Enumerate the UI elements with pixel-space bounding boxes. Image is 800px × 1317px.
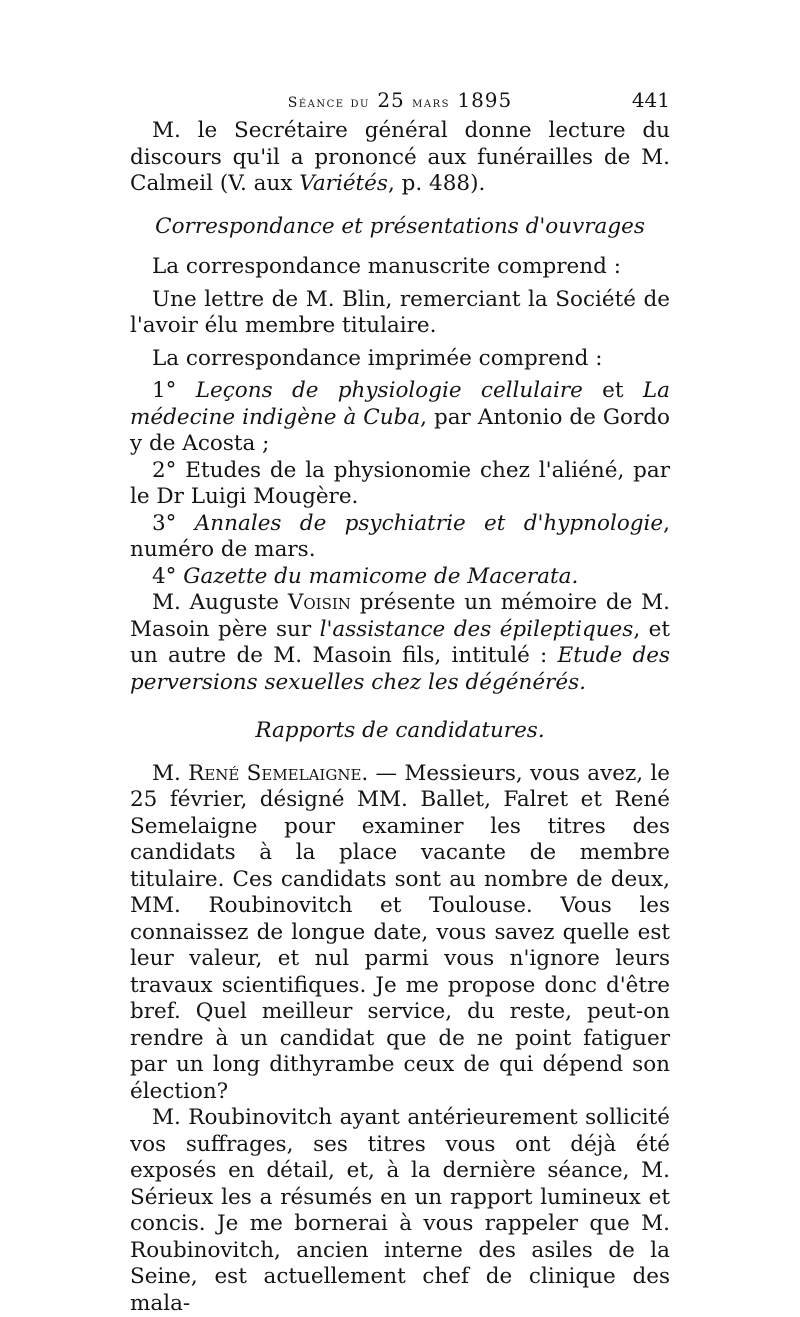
section-heading-candidatures: Rapports de candidatures. [255, 718, 545, 743]
text-run: . — Messieurs, vous avez, le 25 février, désigné MM. Ballet, Falret et René Semelaigne pour examiner les titres des candidats à la place vacante de membre titulaire. Ces candidats sont au nombre de deux, MM. Roubinovitch et Toulouse. Vous les connaissez de longue date, vous savez quelle est leur valeur, et nul parmi vous n'ignore leurs travaux scientifiques. Je me propose donc d'être bref. Quel meilleur service, du reste, peut-on rendre à un candidat que de ne point fatiguer par un long dithyrambe ceux de qui dépend son élection? [130, 760, 670, 1104]
running-title [130, 88, 670, 112]
text-run: 1° [152, 378, 196, 403]
text-run: , et un autre de M. Masoin fils, intitulé : [130, 616, 670, 668]
smallcaps-run: Voisin [287, 590, 351, 615]
paragraph-manuscript: La correspondance manuscrite comprend : [152, 254, 621, 279]
text-run: M. Auguste [152, 590, 288, 615]
running-header [130, 88, 670, 118]
smallcaps-run: René Semelaigne [188, 760, 362, 786]
text-run: M. [152, 760, 189, 786]
italic-run: Etude des perversions sexuelles chez les dégénérés. [130, 643, 670, 695]
list-item-4 [130, 564, 670, 591]
paragraph-secretary [130, 118, 670, 198]
italic-run: Leçons de physiologie cellulaire [195, 378, 583, 403]
list-item-1 [130, 378, 670, 458]
paragraph-blin-letter: Une lettre de M. Blin, remerciant la Société de l'avoir élu membre titulaire. [130, 286, 670, 338]
text-run: présente un mémoire de M. Masoin père sur [130, 590, 670, 642]
paragraph-roubinovitch: M. Roubinovitch ayant antérieurement sollicité vos suffrages, ses titres vous ont déjà été exposés en détail, et, à la dernière séance, M. Sérieux les a résumés en un rapport lumineux et concis. Je me bornerai à vous rappeler que M. Roubinovitch, ancien interne des asiles de la Seine, est actuellement chef de clinique des mala- [130, 1105, 670, 1316]
italic-run: Gazette du mamicome de Macerata. [183, 563, 579, 589]
list-item-3 [130, 511, 670, 564]
text-run: , numéro de mars. [130, 510, 670, 562]
italic-run: La médecine indigène à Cuba [130, 378, 670, 430]
section-heading-correspondence: Correspondance et présentations d'ouvrages [155, 213, 645, 239]
title-day: 25 [369, 88, 413, 112]
text-run: , p. 488). [387, 171, 486, 196]
text-run: 4° [152, 563, 184, 589]
paragraph-semelaigne-report [130, 761, 670, 1106]
italic-run: Annales de psychiatrie et d'hypnologie [194, 510, 664, 536]
text-run: M. le Secrétaire général donne lecture du discours qu'il a prononcé aux funérailles de M. Calmeil (V. aux [130, 118, 670, 196]
italic-run: l'assistance des épileptiques [319, 616, 634, 642]
title-year: 1895 [449, 88, 513, 112]
text-run: et [582, 378, 643, 403]
paragraph-printed: La correspondance imprimée comprend : [152, 345, 603, 371]
text-run: , par Antonio de Gordo y de Acosta ; [130, 404, 670, 456]
page [130, 88, 670, 1317]
paragraph-voisin [130, 590, 670, 696]
title-month: mars [412, 95, 450, 111]
title-session: Séance du [287, 95, 370, 111]
list-item-2: 2° Etudes de la physionomie chez l'aliéné, par le Dr Luigi Mougère. [130, 457, 670, 509]
page-number: 441 [631, 88, 670, 112]
italic-run: Variétés [299, 171, 388, 196]
text-run: 3° [152, 510, 195, 536]
